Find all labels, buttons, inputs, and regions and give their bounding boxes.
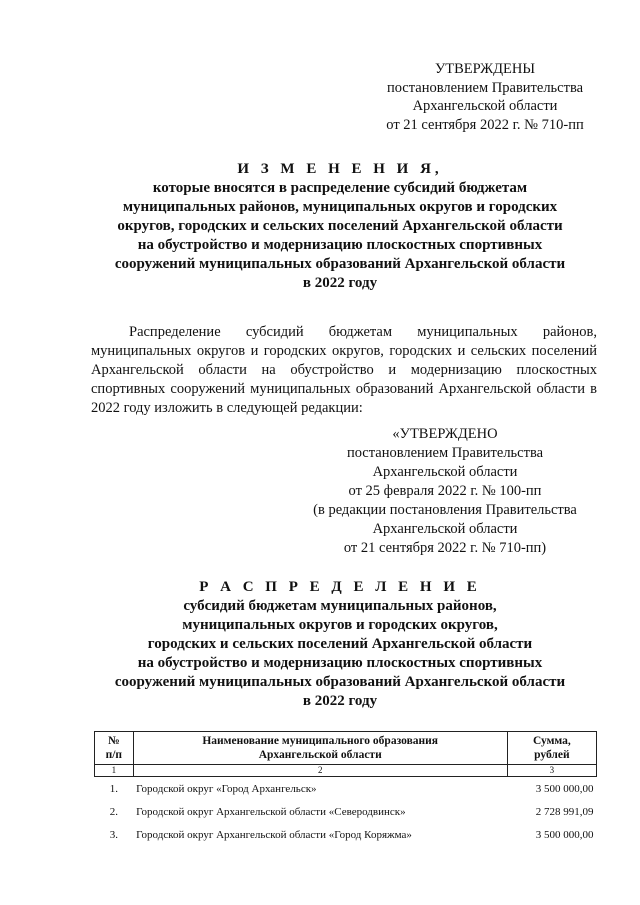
header-text: Наименование муниципального образования <box>202 735 439 747</box>
distribution-table <box>94 731 597 846</box>
heading-line: муниципальных округов и городских округов, <box>182 617 498 633</box>
heading-line: субсидий бюджетам муниципальных районов, <box>183 598 497 614</box>
approval-line: (в редакции постановления Правительства <box>313 502 577 518</box>
column-number: 3 <box>507 765 596 777</box>
header-text: № <box>108 735 120 747</box>
header-text: рублей <box>534 749 570 761</box>
approval-line: Архангельской области <box>372 521 518 537</box>
table-row <box>95 800 597 823</box>
table-header-row <box>95 732 597 765</box>
approval-date: от 21 сентября 2022 г. № 710-пп) <box>343 540 547 556</box>
column-number: 1 <box>95 765 134 777</box>
heading-line: в 2022 году <box>302 693 378 709</box>
table-row <box>95 823 597 846</box>
heading-line: на обустройство и модернизацию плоскостных спортивных <box>137 237 543 253</box>
header-number <box>95 732 134 765</box>
heading-line: в 2022 году <box>302 275 378 291</box>
heading-line: округов, городских и сельских поселений Архангельской области <box>117 218 563 234</box>
header-text: Архангельской области <box>258 749 382 761</box>
body-paragraph: Распределение субсидий бюджетам муниципальных районов, муниципальных округов и городских округов, городских и сельских поселений Архангельской области на обустройство и модернизацию плоскостных спортивных сооружений муниципальных образований Архангельской области в 2022 году изложить в следующей редакции: <box>91 324 597 416</box>
table-row <box>95 777 597 801</box>
approval-date: от 21 сентября 2022 г. № 710-пп <box>386 116 584 133</box>
heading-line: которые вносятся в распределение субсидий бюджетам <box>152 180 528 196</box>
approval-line: Архангельской области <box>372 464 518 480</box>
row-name: Городской округ «Город Архангельск» <box>136 782 317 795</box>
row-sum: 2 728 991,09 <box>535 805 594 818</box>
header-text: Сумма, <box>532 735 571 747</box>
heading-line: на обустройство и модернизацию плоскостных спортивных <box>137 655 543 671</box>
row-sum: 3 500 000,00 <box>535 828 594 841</box>
approval-line: Архангельской области <box>412 98 558 114</box>
approval-line: постановлением Правительства <box>346 445 544 461</box>
approval-stamp <box>360 60 610 134</box>
heading-line: городских и сельских поселений Архангельской области <box>147 636 533 652</box>
column-number: 2 <box>133 765 507 777</box>
heading-line: сооружений муниципальных образований Архангельской области <box>114 256 566 272</box>
row-name: Городской округ Архангельской области «Город Коряжма» <box>136 828 412 841</box>
changes-heading <box>90 160 590 293</box>
row-number: 1. <box>109 782 118 795</box>
column-number-row <box>95 765 597 777</box>
heading-line: сооружений муниципальных образований Архангельской области <box>114 674 566 690</box>
row-name: Городской округ Архангельской области «Северодвинск» <box>136 805 406 818</box>
heading-line: муниципальных районов, муниципальных округов и городских <box>122 199 558 215</box>
approval-line: постановлением Правительства <box>386 79 584 96</box>
row-sum: 3 500 000,00 <box>535 782 594 795</box>
approval-title: «УТВЕРЖДЕНО <box>392 426 498 442</box>
distribution-heading <box>90 578 590 711</box>
header-name <box>133 732 507 765</box>
row-number: 3. <box>109 828 118 841</box>
distribution-title: Р А С П Р Е Д Е Л Е Н И Е <box>199 579 481 595</box>
changes-title: И З М Е Н Е Н И Я, <box>237 161 443 177</box>
header-sum <box>507 732 596 765</box>
approval-date: от 25 февраля 2022 г. № 100-пп <box>348 483 542 499</box>
row-number: 2. <box>109 805 118 818</box>
approval-stamp-quoted <box>300 425 590 558</box>
header-text: п/п <box>105 749 123 761</box>
approval-title: УТВЕРЖДЕНЫ <box>434 61 536 77</box>
